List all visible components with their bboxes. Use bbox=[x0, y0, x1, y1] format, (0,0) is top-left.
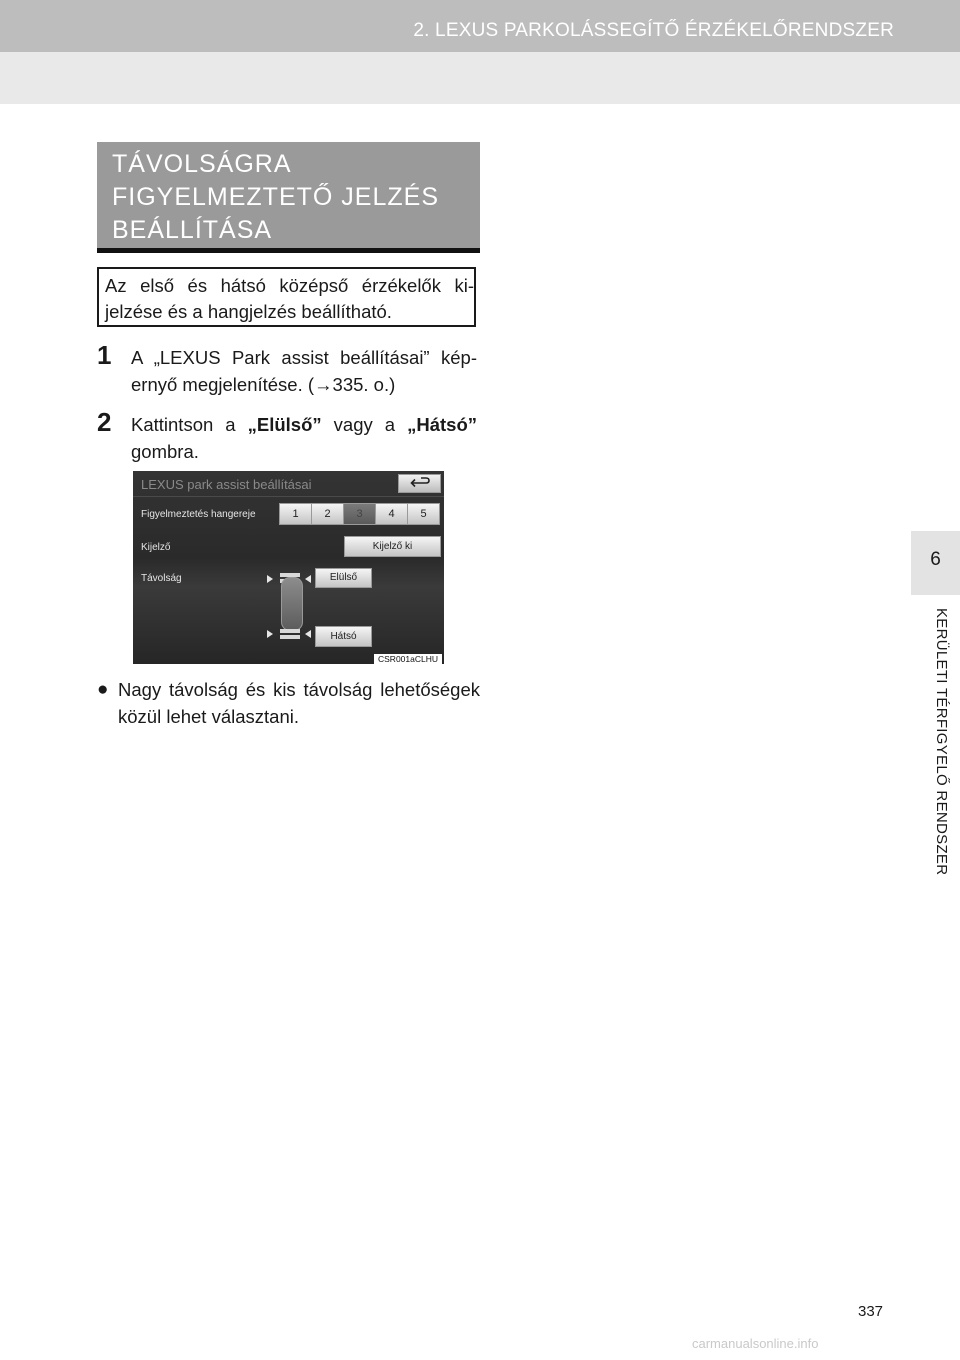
volume-option-4[interactable]: 4 bbox=[375, 503, 408, 525]
display-off-button[interactable]: Kijelző ki bbox=[344, 536, 441, 557]
step-text-part: Kattintson a bbox=[131, 414, 248, 435]
step-text-part: vagy a bbox=[321, 414, 408, 435]
settings-screenshot bbox=[133, 471, 444, 664]
rear-left-arrow-icon bbox=[267, 630, 273, 638]
section-title-box bbox=[97, 142, 480, 253]
volume-option-3[interactable]: 3 bbox=[343, 503, 376, 525]
screen-title: LEXUS park assist beállításai bbox=[141, 477, 312, 492]
rear-right-arrow-icon bbox=[305, 630, 311, 638]
front-button[interactable]: Elülső bbox=[315, 568, 372, 588]
volume-option-5[interactable]: 5 bbox=[407, 503, 440, 525]
volume-option-1[interactable]: 1 bbox=[279, 503, 312, 525]
rear-sensor-bar bbox=[280, 635, 300, 639]
front-left-arrow-icon bbox=[267, 575, 273, 583]
volume-option-2[interactable]: 2 bbox=[311, 503, 344, 525]
step-text bbox=[131, 411, 477, 465]
front-right-arrow-icon bbox=[305, 575, 311, 583]
rear-button[interactable]: Hátsó bbox=[315, 626, 372, 647]
back-button[interactable] bbox=[398, 474, 441, 493]
bullet-icon: ● bbox=[97, 679, 109, 700]
intro-box: Az első és hátsó középső érzékelők ki-jelzése és a hangjelzés beállítható. bbox=[97, 267, 476, 327]
watermark: carmanualsonline.info bbox=[692, 1336, 819, 1351]
rear-button-reference: „Hátsó” bbox=[407, 414, 477, 435]
section-title: TÁVOLSÁGRA FIGYELMEZTETŐ JELZÉS BEÁLLÍTÁSA bbox=[112, 150, 439, 244]
front-button-reference: „Elülső” bbox=[247, 414, 322, 435]
step-number: 2 bbox=[97, 407, 112, 437]
screenshot-code: CSR001aCLHU bbox=[374, 654, 442, 664]
chapter-number: 6 bbox=[930, 549, 941, 570]
chapter-side-label: KERÜLETI TÉRFIGYELŐ RENDSZER bbox=[933, 608, 950, 876]
chapter-header-title: 2. LEXUS PARKOLÁSSEGÍTŐ ÉRZÉKELŐRENDSZER bbox=[413, 20, 894, 41]
distance-label: Távolság bbox=[141, 573, 182, 584]
screen-divider bbox=[133, 496, 444, 497]
display-label: Kijelző bbox=[141, 542, 171, 553]
rear-sensor-bar bbox=[280, 629, 300, 633]
bullet-text: Nagy távolság és kis távolság lehetőségek közül lehet választani. bbox=[118, 679, 480, 727]
step-text-part: gombra. bbox=[131, 441, 199, 462]
step-number: 1 bbox=[97, 340, 112, 370]
chapter-tab bbox=[911, 531, 960, 595]
step-text: A „LEXUS Park assist beállításai” kép-ernyő megjelenítése. (→335. o.) bbox=[131, 347, 477, 395]
back-arrow-icon bbox=[409, 477, 431, 489]
volume-label: Figyelmeztetés hangereje bbox=[141, 509, 256, 520]
page-number: 337 bbox=[858, 1303, 884, 1320]
car-icon bbox=[281, 577, 303, 631]
